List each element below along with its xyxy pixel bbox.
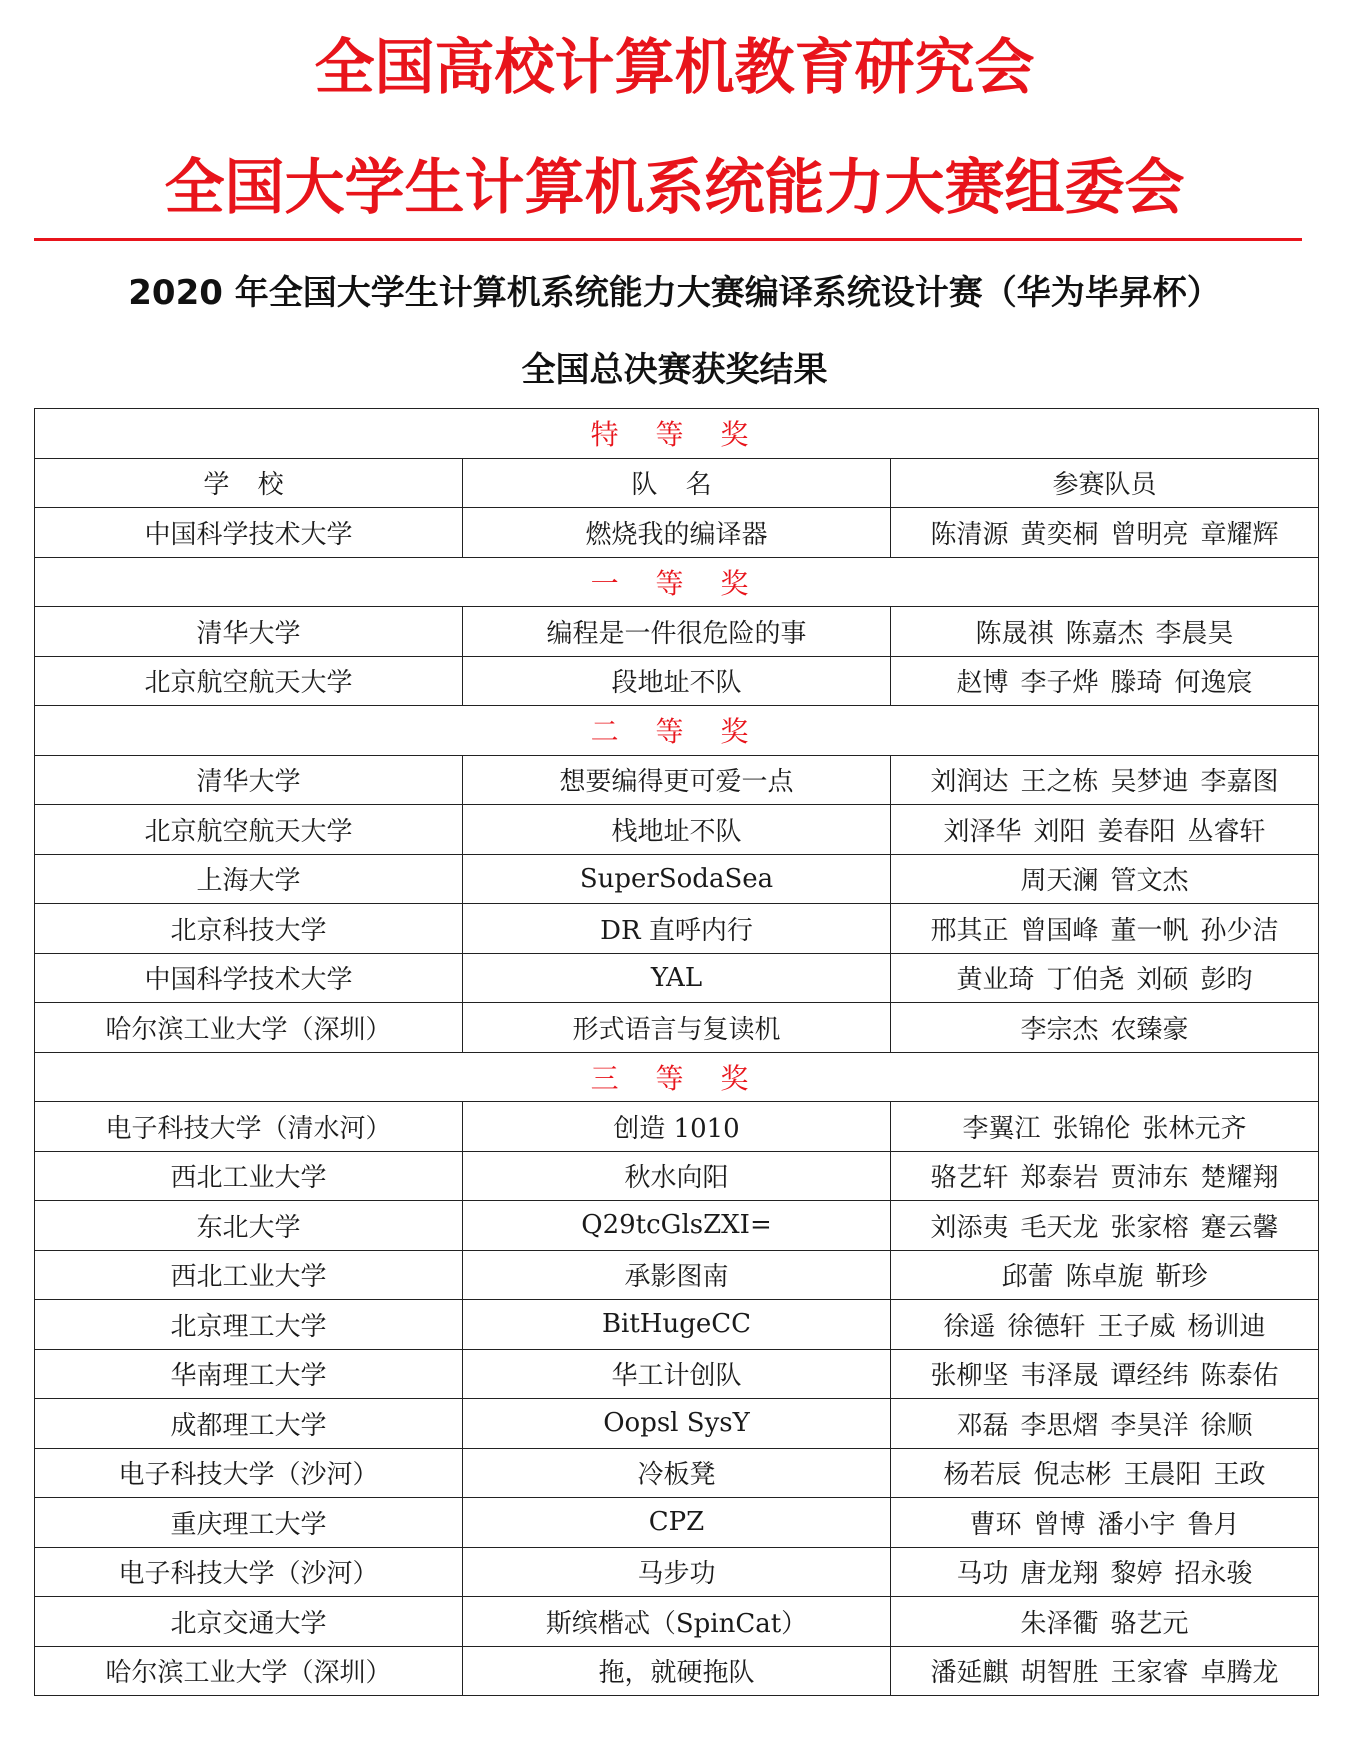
member-name: 骆艺元 xyxy=(1110,1608,1189,1639)
table-row xyxy=(35,607,1319,657)
member-name: 王晨阳 xyxy=(1123,1460,1202,1491)
member-name: 朱泽衢 xyxy=(1020,1608,1099,1639)
members-cell xyxy=(891,1151,1319,1201)
team-cell: CPZ xyxy=(463,1498,891,1548)
document-subtitle: 全国总决赛获奖结果 xyxy=(521,350,828,390)
member-name: 徐德轩 xyxy=(1007,1311,1086,1342)
member-name: 陈卓旎 xyxy=(1065,1262,1144,1293)
members-cell xyxy=(891,1547,1319,1597)
award-row xyxy=(35,706,1319,756)
award-row xyxy=(35,557,1319,607)
members-cell xyxy=(891,1448,1319,1498)
column-header-members: 参赛队员 xyxy=(891,458,1319,508)
member-name: 邢其正 xyxy=(930,915,1009,946)
team-cell: 燃烧我的编译器 xyxy=(463,508,891,558)
member-name: 潘延麒 xyxy=(930,1658,1009,1689)
school-cell: 哈尔滨工业大学（深圳） xyxy=(35,1646,463,1696)
member-name: 卓腾龙 xyxy=(1200,1658,1279,1689)
table-row xyxy=(35,953,1319,1003)
award-row xyxy=(35,1052,1319,1102)
members-cell xyxy=(891,1201,1319,1251)
school-cell: 北京交通大学 xyxy=(35,1597,463,1647)
members-cell xyxy=(891,656,1319,706)
member-name: 邱蕾 xyxy=(1001,1262,1054,1293)
team-cell: SuperSodaSea xyxy=(463,854,891,904)
school-cell: 中国科学技术大学 xyxy=(35,953,463,1003)
team-cell: Q29tcGlsZXI= xyxy=(463,1201,891,1251)
member-name: 王子威 xyxy=(1097,1311,1176,1342)
members-cell xyxy=(891,1102,1319,1152)
member-name: 刘添夷 xyxy=(930,1212,1009,1243)
award-title: 特 等 奖 xyxy=(35,409,1319,459)
school-cell: 中国科学技术大学 xyxy=(35,508,463,558)
school-cell: 华南理工大学 xyxy=(35,1349,463,1399)
members-cell xyxy=(891,508,1319,558)
table-row xyxy=(35,1448,1319,1498)
members-cell xyxy=(891,1646,1319,1696)
member-name: 毛天龙 xyxy=(1020,1212,1099,1243)
member-name: 谭经纬 xyxy=(1110,1361,1189,1392)
members-cell xyxy=(891,1300,1319,1350)
school-cell: 重庆理工大学 xyxy=(35,1498,463,1548)
member-name: 潘小宇 xyxy=(1097,1509,1176,1540)
member-name: 鲁月 xyxy=(1187,1509,1240,1540)
members-cell xyxy=(891,1597,1319,1647)
table-row xyxy=(35,1003,1319,1053)
column-header-row xyxy=(35,458,1319,508)
member-name: 王家睿 xyxy=(1110,1658,1189,1689)
school-cell: 哈尔滨工业大学（深圳） xyxy=(35,1003,463,1053)
member-name: 邓磊 xyxy=(956,1410,1009,1441)
member-name: 张林元齐 xyxy=(1142,1113,1247,1144)
school-cell: 电子科技大学（沙河） xyxy=(35,1547,463,1597)
member-name: 张柳坚 xyxy=(930,1361,1009,1392)
member-name: 曾明亮 xyxy=(1110,519,1189,550)
members-cell xyxy=(891,854,1319,904)
award-title: 一 等 奖 xyxy=(35,557,1319,607)
column-header-school: 学 校 xyxy=(35,458,463,508)
members-cell xyxy=(891,953,1319,1003)
column-header-team: 队 名 xyxy=(463,458,891,508)
school-cell: 电子科技大学（沙河） xyxy=(35,1448,463,1498)
member-name: 李思熠 xyxy=(1020,1410,1099,1441)
award-row xyxy=(35,409,1319,459)
table-row xyxy=(35,1201,1319,1251)
header-divider xyxy=(34,238,1302,241)
team-cell: Oopsl SysY xyxy=(463,1399,891,1449)
school-cell: 清华大学 xyxy=(35,607,463,657)
school-cell: 西北工业大学 xyxy=(35,1250,463,1300)
member-name: 马功 xyxy=(956,1559,1009,1590)
members-cell xyxy=(891,607,1319,657)
table-row xyxy=(35,1597,1319,1647)
member-name: 陈嘉杰 xyxy=(1065,618,1144,649)
member-name: 陈晟祺 xyxy=(975,618,1054,649)
team-cell: YAL xyxy=(463,953,891,1003)
member-name: 刘泽华 xyxy=(943,816,1022,847)
member-name: 彭昀 xyxy=(1200,965,1253,996)
member-name: 楚耀翔 xyxy=(1200,1163,1279,1194)
school-cell: 清华大学 xyxy=(35,755,463,805)
school-cell: 西北工业大学 xyxy=(35,1151,463,1201)
table-row xyxy=(35,1547,1319,1597)
member-name: 王之栋 xyxy=(1020,767,1099,798)
award-title: 三 等 奖 xyxy=(35,1052,1319,1102)
member-name: 章耀辉 xyxy=(1200,519,1279,550)
members-cell xyxy=(891,805,1319,855)
member-name: 杨训迪 xyxy=(1187,1311,1266,1342)
school-cell: 北京理工大学 xyxy=(35,1300,463,1350)
members-cell xyxy=(891,1250,1319,1300)
table-row xyxy=(35,755,1319,805)
document-title: 2020 年全国大学生计算机系统能力大赛编译系统设计赛（华为毕昇杯） xyxy=(128,273,1221,313)
table-row xyxy=(35,1646,1319,1696)
school-cell: 北京航空航天大学 xyxy=(35,656,463,706)
member-name: 倪志彬 xyxy=(1033,1460,1112,1491)
member-name: 黄奕桐 xyxy=(1020,519,1099,550)
member-name: 刘阳 xyxy=(1033,816,1086,847)
school-cell: 北京科技大学 xyxy=(35,904,463,954)
member-name: 李嘉图 xyxy=(1200,767,1279,798)
school-cell: 电子科技大学（清水河） xyxy=(35,1102,463,1152)
member-name: 李子烨 xyxy=(1020,668,1099,699)
member-name: 骆艺轩 xyxy=(930,1163,1009,1194)
school-cell: 上海大学 xyxy=(35,854,463,904)
member-name: 徐遥 xyxy=(943,1311,996,1342)
team-cell: 秋水向阳 xyxy=(463,1151,891,1201)
members-cell xyxy=(891,1498,1319,1548)
member-name: 靳珍 xyxy=(1155,1262,1208,1293)
member-name: 丁伯尧 xyxy=(1046,965,1125,996)
team-cell: 形式语言与复读机 xyxy=(463,1003,891,1053)
team-cell: 承影图南 xyxy=(463,1250,891,1300)
member-name: 孙少洁 xyxy=(1200,915,1279,946)
member-name: 周天澜 xyxy=(1020,866,1099,897)
table-row xyxy=(35,1250,1319,1300)
table-row xyxy=(35,904,1319,954)
school-cell: 北京航空航天大学 xyxy=(35,805,463,855)
member-name: 农臻豪 xyxy=(1110,1014,1189,1045)
member-name: 李昊洋 xyxy=(1110,1410,1189,1441)
team-cell: 栈地址不队 xyxy=(463,805,891,855)
member-name: 郑泰岩 xyxy=(1020,1163,1099,1194)
member-name: 张锦伦 xyxy=(1052,1113,1131,1144)
member-name: 黎婷 xyxy=(1110,1559,1163,1590)
member-name: 张家榕 xyxy=(1110,1212,1189,1243)
member-name: 曾博 xyxy=(1033,1509,1086,1540)
member-name: 陈清源 xyxy=(930,519,1009,550)
member-name: 李晨昊 xyxy=(1155,618,1234,649)
team-cell: 编程是一件很危险的事 xyxy=(463,607,891,657)
member-name: 董一帆 xyxy=(1110,915,1189,946)
table-row xyxy=(35,1399,1319,1449)
member-name: 何逸宸 xyxy=(1174,668,1253,699)
team-cell: 创造 1010 xyxy=(463,1102,891,1152)
school-cell: 成都理工大学 xyxy=(35,1399,463,1449)
member-name: 刘硕 xyxy=(1136,965,1189,996)
member-name: 李翼江 xyxy=(962,1113,1041,1144)
member-name: 刘润达 xyxy=(930,767,1009,798)
award-title: 二 等 奖 xyxy=(35,706,1319,756)
member-name: 胡智胜 xyxy=(1020,1658,1099,1689)
team-cell: 马步功 xyxy=(463,1547,891,1597)
member-name: 姜春阳 xyxy=(1097,816,1176,847)
member-name: 陈泰佑 xyxy=(1200,1361,1279,1392)
team-cell: 拖，就硬拖队 xyxy=(463,1646,891,1696)
school-cell: 东北大学 xyxy=(35,1201,463,1251)
member-name: 杨若辰 xyxy=(943,1460,1022,1491)
team-cell: DR 直呼内行 xyxy=(463,904,891,954)
member-name: 李宗杰 xyxy=(1020,1014,1099,1045)
member-name: 管文杰 xyxy=(1110,866,1189,897)
table-row xyxy=(35,1102,1319,1152)
table-row xyxy=(35,508,1319,558)
organizer-line-2: 全国大学生计算机系统能力大赛组委会 xyxy=(164,153,1185,223)
member-name: 黄业琦 xyxy=(956,965,1035,996)
table-row xyxy=(35,656,1319,706)
table-row xyxy=(35,1498,1319,1548)
member-name: 赵博 xyxy=(956,668,1009,699)
members-cell xyxy=(891,755,1319,805)
team-cell: BitHugeCC xyxy=(463,1300,891,1350)
team-cell: 华工计创队 xyxy=(463,1349,891,1399)
table-row xyxy=(35,1151,1319,1201)
table-row xyxy=(35,1349,1319,1399)
results-table-body xyxy=(35,409,1319,1696)
member-name: 丛睿轩 xyxy=(1187,816,1266,847)
member-name: 贾沛东 xyxy=(1110,1163,1189,1194)
member-name: 招永骏 xyxy=(1174,1559,1253,1590)
team-cell: 段地址不队 xyxy=(463,656,891,706)
member-name: 徐顺 xyxy=(1200,1410,1253,1441)
member-name: 王政 xyxy=(1213,1460,1266,1491)
members-cell xyxy=(891,904,1319,954)
members-cell xyxy=(891,1399,1319,1449)
member-name: 唐龙翔 xyxy=(1020,1559,1099,1590)
team-cell: 斯缤楷忒（SpinCat） xyxy=(463,1597,891,1647)
member-name: 滕琦 xyxy=(1110,668,1163,699)
table-row xyxy=(35,854,1319,904)
member-name: 韦泽晟 xyxy=(1020,1361,1099,1392)
organizer-line-1: 全国高校计算机教育研究会 xyxy=(314,33,1035,103)
table-row xyxy=(35,805,1319,855)
member-name: 曹环 xyxy=(969,1509,1022,1540)
team-cell: 想要编得更可爱一点 xyxy=(463,755,891,805)
member-name: 曾国峰 xyxy=(1020,915,1099,946)
results-table xyxy=(34,408,1319,1696)
members-cell xyxy=(891,1349,1319,1399)
member-name: 蹇云馨 xyxy=(1200,1212,1279,1243)
members-cell xyxy=(891,1003,1319,1053)
team-cell: 冷板凳 xyxy=(463,1448,891,1498)
table-row xyxy=(35,1300,1319,1350)
member-name: 吴梦迪 xyxy=(1110,767,1189,798)
